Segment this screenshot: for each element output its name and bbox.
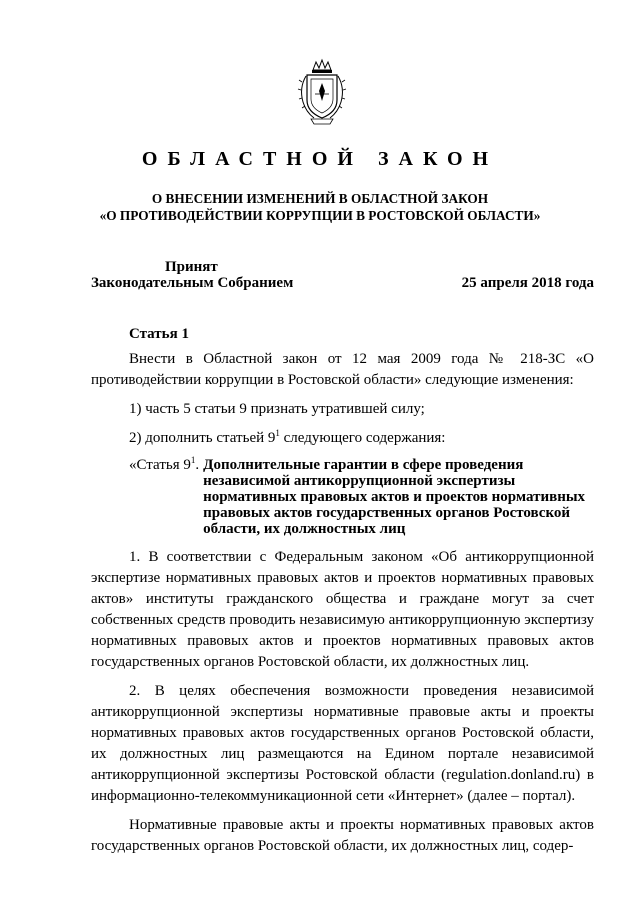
adopted-by: Законодательным Собранием xyxy=(91,275,294,291)
new-article-heading xyxy=(129,457,594,537)
amendment-item-2: 2) дополнить статьей $9^1$ следующего содержания: xyxy=(129,428,446,446)
adoption-date: 25 апреля 2018 года xyxy=(461,275,594,291)
new-article-label: «Статья $9^1$. xyxy=(129,455,200,473)
article-1-intro: Внести в Областной закон от 12 мая 2009 года № 218-ЗС «О противодействии коррупции в Ростовской области» следующие изменения: xyxy=(91,351,594,388)
coat-of-arms-emblem xyxy=(297,58,347,126)
new-article-paragraph-3: Нормативные правовые акты и проекты нормативных правовых актов государственных органов Ростовской области, их должностных лиц, содер- xyxy=(91,817,594,854)
article-1-heading: Статья 1 xyxy=(129,326,189,342)
amendment-item-1: 1) часть 5 статьи 9 признать утратившей силу; xyxy=(129,401,425,417)
law-subtitle xyxy=(0,190,640,224)
subtitle-line-1: О ВНЕСЕНИИ ИЗМЕНЕНИЙ В ОБЛАСТНОЙ ЗАКОН xyxy=(151,191,489,206)
new-article-title: Дополнительные гарантии в сфере проведения независимой антикоррупционной экспертизы нормативных правовых актов и проектов нормативных правовых актов государственных органов Ростовской области, их должностных лиц xyxy=(203,457,586,537)
adopted-label: Принят xyxy=(165,259,218,275)
new-article-paragraph-2: 2. В целях обеспечения возможности проведения независимой антикоррупционной экспертизы нормативные правовые акты и проекты нормативных правовых актов государственных органов Ростовской области, их должностных лиц размещаются на Едином портале независимой антикоррупционной экспертизы Ростовской области (regulation.donland.ru) в информационно-телекоммуникационной сети «Интернет» (далее – портал). xyxy=(91,683,594,804)
new-article-paragraph-1: 1. В соответствии с Федеральным законом «Об антикоррупционной экспертизе нормативных правовых актов и проектов нормативных правовых актов» институты гражданского общества и граждане могут за счет собственных средств проводить независимую антикоррупционную экспертизу нормативных правовых актов и проектов нормативных правовых актов государственных органов Ростовской области, их должностных лиц. xyxy=(91,549,594,670)
law-title: ОБЛАСТНОЙ ЗАКОН xyxy=(141,148,499,170)
subtitle-line-2: «О ПРОТИВОДЕЙСТВИИ КОРРУПЦИИ В РОСТОВСКОЙ ОБЛАСТИ» xyxy=(99,208,541,223)
document-body xyxy=(91,324,594,865)
